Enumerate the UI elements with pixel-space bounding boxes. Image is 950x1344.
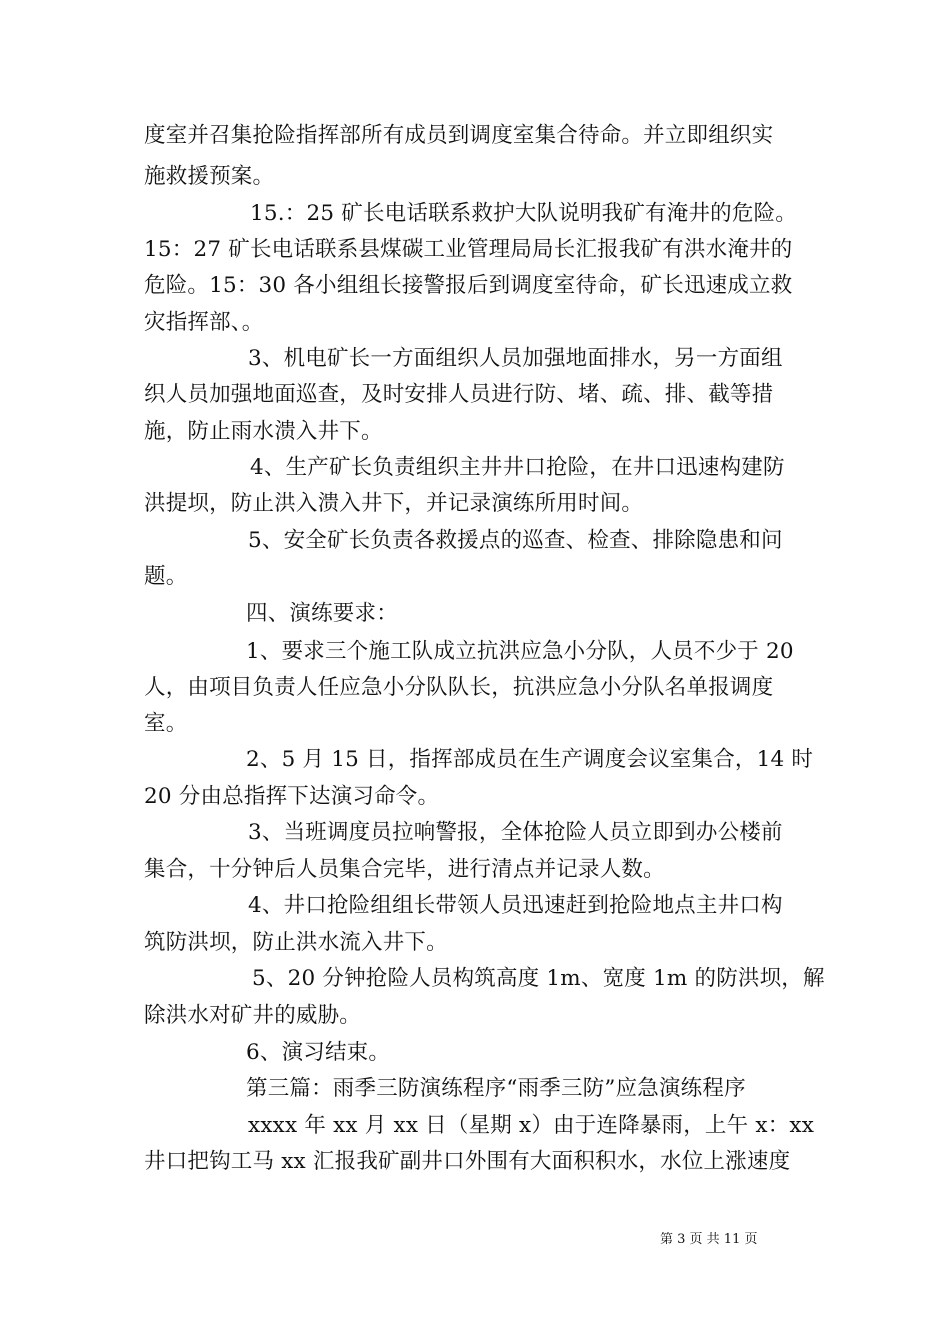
text-line: 2、5 月 15 日，指挥部成员在生产调度会议室集合，14 时: [246, 747, 814, 772]
text-line: 度室并召集抢险指挥部所有成员到调度室集合待命。并立即组织实: [144, 123, 774, 148]
text-line: 15.：25 矿长电话联系救护大队说明我矿有淹井的危险。: [250, 201, 797, 226]
text-line: 施，防止雨水溃入井下。: [144, 419, 383, 444]
text-line: 筑防洪坝，防止洪水流入井下。: [144, 930, 448, 955]
text-line: xxxx 年 xx 月 xx 日（星期 x）由于连降暴雨，上午 x：xx: [248, 1113, 815, 1138]
text-line: 施救援预案。: [144, 164, 275, 189]
text-line: 3、当班调度员拉响警报，全体抢险人员立即到办公楼前: [248, 820, 783, 845]
page-number-footer: 第 3 页 共 11 页: [660, 1232, 758, 1247]
text-line: 灾指挥部、。: [144, 310, 264, 335]
text-line: 1、要求三个施工队成立抗洪应急小分队，人员不少于 20: [246, 639, 794, 664]
text-line: 织人员加强地面巡查，及时安排人员进行防、堵、疏、排、截等措: [144, 382, 774, 407]
text-line: 集合，十分钟后人员集合完毕，进行清点并记录人数。: [144, 857, 665, 882]
text-line: 4、生产矿长负责组织主井井口抢险，在井口迅速构建防: [250, 455, 785, 480]
text-line: 危险。15：30 各小组组长接警报后到调度室待命，矿长迅速成立救: [144, 273, 793, 298]
text-line: 第三篇：雨季三防演练程序“雨季三防”应急演练程序: [246, 1076, 746, 1101]
text-line: 井口把钩工马 xx 汇报我矿副井口外围有大面积积水，水位上涨速度: [144, 1149, 791, 1174]
text-line: 5、20 分钟抢险人员构筑高度 1m、宽度 1m 的防洪坝，解: [252, 966, 825, 991]
text-line: 题。: [144, 564, 188, 589]
text-line: 除洪水对矿井的威胁。: [144, 1003, 362, 1028]
text-line: 15：27 矿长电话联系县煤碳工业管理局局长汇报我矿有洪水淹井的: [144, 237, 793, 262]
text-line: 4、井口抢险组组长带领人员迅速赶到抢险地点主井口构: [248, 893, 783, 918]
text-line: 人，由项目负责人任应急小分队队长，抗洪应急小分队名单报调度: [144, 675, 774, 700]
text-line: 6、演习结束。: [246, 1040, 391, 1065]
text-line: 室。: [144, 711, 188, 736]
section-heading: 四、演练要求：: [246, 601, 398, 626]
text-line: 5、安全矿长负责各救援点的巡查、检查、排除隐患和问: [248, 528, 783, 553]
text-line: 20 分由总指挥下达演习命令。: [144, 784, 440, 809]
text-line: 3、机电矿长一方面组织人员加强地面排水，另一方面组: [248, 346, 783, 371]
text-line: 洪提坝，防止洪入溃入井下，并记录演练所用时间。: [144, 491, 644, 516]
